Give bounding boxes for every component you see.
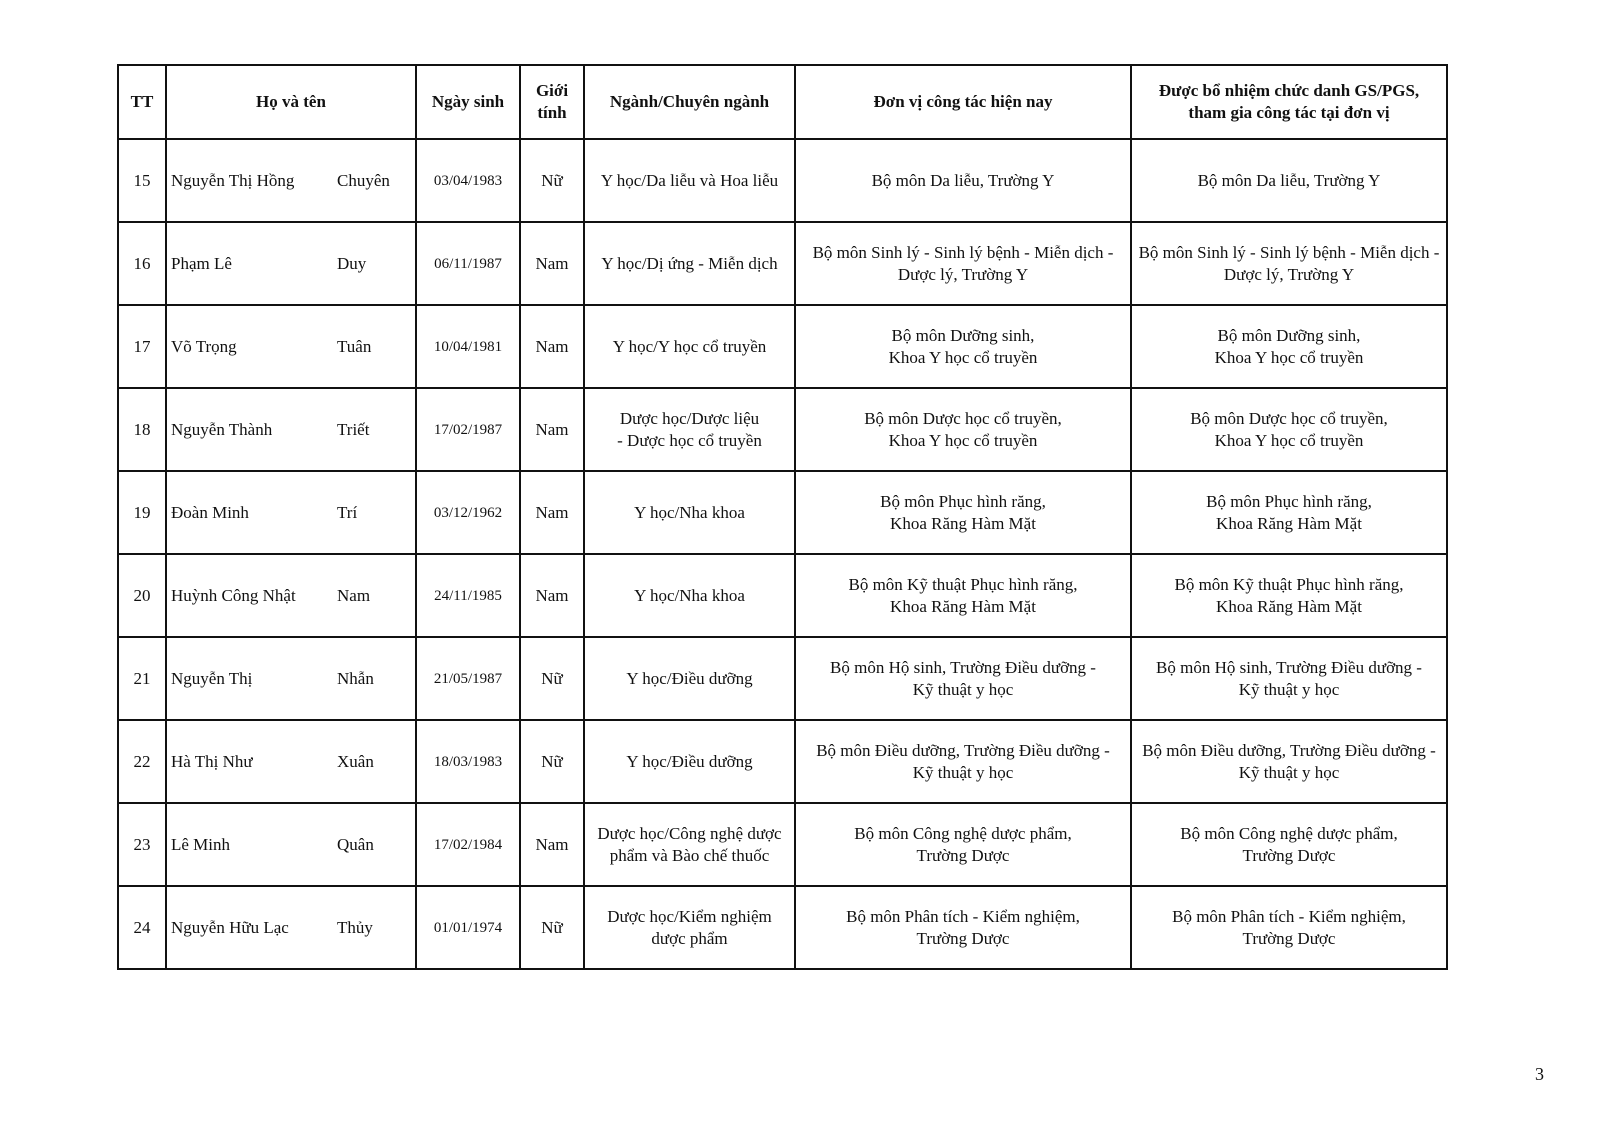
- cell-dob: 01/01/1974: [416, 886, 520, 969]
- cell-appointed: Bộ môn Hộ sinh, Trường Điều dưỡng - Kỹ thuật y học: [1131, 637, 1447, 720]
- cell-unit: Bộ môn Sinh lý - Sinh lý bệnh - Miễn dịch - Dược lý, Trường Y: [795, 222, 1131, 305]
- family-name: Nguyễn Thị Hồng: [171, 170, 295, 190]
- cell-name: [166, 222, 416, 305]
- cell-name: [166, 803, 416, 886]
- cell-dob: 24/11/1985: [416, 554, 520, 637]
- family-name: Hà Thị Như: [171, 751, 253, 771]
- cell-major: Y học/Điều dưỡng: [584, 637, 795, 720]
- cell-dob: 06/11/1987: [416, 222, 520, 305]
- given-name: Xuân: [337, 751, 374, 771]
- family-name: Huỳnh Công Nhật: [171, 585, 296, 605]
- cell-gender: Nữ: [520, 637, 584, 720]
- cell-name: [166, 388, 416, 471]
- cell-name: [166, 305, 416, 388]
- family-name: Nguyễn Thị: [171, 668, 253, 688]
- cell-tt: 19: [118, 471, 166, 554]
- cell-unit: Bộ môn Phân tích - Kiểm nghiệm, Trường Dược: [795, 886, 1131, 969]
- cell-dob: 21/05/1987: [416, 637, 520, 720]
- cell-name: [166, 720, 416, 803]
- cell-appointed: Bộ môn Kỹ thuật Phục hình răng, Khoa Răng Hàm Mặt: [1131, 554, 1447, 637]
- family-name: Nguyễn Thành: [171, 419, 273, 439]
- header-appointed: Được bổ nhiệm chức danh GS/PGS, tham gia công tác tại đơn vị: [1131, 65, 1447, 139]
- table-row: [118, 554, 1447, 637]
- given-name: Triết: [337, 419, 370, 439]
- cell-major: Y học/Da liễu và Hoa liễu: [584, 139, 795, 222]
- cell-name: [166, 886, 416, 969]
- table-row: [118, 803, 1447, 886]
- given-name: Duy: [337, 253, 367, 273]
- cell-gender: Nữ: [520, 886, 584, 969]
- cell-appointed: Bộ môn Sinh lý - Sinh lý bệnh - Miễn dịch - Dược lý, Trường Y: [1131, 222, 1447, 305]
- cell-appointed: Bộ môn Phân tích - Kiểm nghiệm, Trường Dược: [1131, 886, 1447, 969]
- given-name: Nhẫn: [337, 668, 374, 688]
- cell-unit: Bộ môn Da liễu, Trường Y: [795, 139, 1131, 222]
- cell-appointed: Bộ môn Da liễu, Trường Y: [1131, 139, 1447, 222]
- cell-name: [166, 554, 416, 637]
- header-unit: Đơn vị công tác hiện nay: [795, 65, 1131, 139]
- cell-unit: Bộ môn Dưỡng sinh, Khoa Y học cổ truyền: [795, 305, 1131, 388]
- cell-gender: Nam: [520, 554, 584, 637]
- cell-gender: Nam: [520, 471, 584, 554]
- table-row: [118, 637, 1447, 720]
- header-gender: Giới tính: [520, 65, 584, 139]
- family-name: Võ Trọng: [171, 336, 237, 356]
- family-name: Phạm Lê: [171, 253, 232, 273]
- given-name: Chuyên: [337, 170, 390, 190]
- table-row: [118, 720, 1447, 803]
- cell-dob: 17/02/1987: [416, 388, 520, 471]
- cell-tt: 23: [118, 803, 166, 886]
- cell-unit: Bộ môn Hộ sinh, Trường Điều dưỡng - Kỹ thuật y học: [795, 637, 1131, 720]
- cell-unit: Bộ môn Điều dưỡng, Trường Điều dưỡng - Kỹ thuật y học: [795, 720, 1131, 803]
- table-header-row: [118, 65, 1447, 139]
- cell-major: Dược học/Kiểm nghiệm dược phẩm: [584, 886, 795, 969]
- page-number: 3: [1535, 1064, 1544, 1084]
- cell-major: Dược học/Công nghệ dược phẩm và Bào chế thuốc: [584, 803, 795, 886]
- cell-tt: 21: [118, 637, 166, 720]
- cell-dob: 10/04/1981: [416, 305, 520, 388]
- cell-appointed: Bộ môn Dưỡng sinh, Khoa Y học cổ truyền: [1131, 305, 1447, 388]
- cell-gender: Nam: [520, 305, 584, 388]
- cell-appointed: Bộ môn Công nghệ dược phẩm, Trường Dược: [1131, 803, 1447, 886]
- cell-name: [166, 637, 416, 720]
- cell-unit: Bộ môn Công nghệ dược phẩm, Trường Dược: [795, 803, 1131, 886]
- cell-name: [166, 139, 416, 222]
- cell-tt: 20: [118, 554, 166, 637]
- cell-dob: 03/04/1983: [416, 139, 520, 222]
- table-row: [118, 222, 1447, 305]
- header-name: Họ và tên: [166, 65, 416, 139]
- table-row: [118, 388, 1447, 471]
- family-name: Đoàn Minh: [171, 502, 249, 522]
- header-major: Ngành/Chuyên ngành: [584, 65, 795, 139]
- cell-gender: Nam: [520, 803, 584, 886]
- family-name: Lê Minh: [171, 834, 231, 854]
- cell-major: Y học/Nha khoa: [584, 554, 795, 637]
- cell-tt: 24: [118, 886, 166, 969]
- cell-appointed: Bộ môn Dược học cổ truyền, Khoa Y học cổ truyền: [1131, 388, 1447, 471]
- table-row: [118, 471, 1447, 554]
- staff-table: [117, 64, 1448, 970]
- given-name: Nam: [337, 585, 371, 605]
- cell-unit: Bộ môn Phục hình răng, Khoa Răng Hàm Mặt: [795, 471, 1131, 554]
- given-name: Tuân: [337, 336, 372, 356]
- header-tt: TT: [118, 65, 166, 139]
- cell-gender: Nam: [520, 222, 584, 305]
- cell-tt: 16: [118, 222, 166, 305]
- cell-tt: 22: [118, 720, 166, 803]
- cell-tt: 15: [118, 139, 166, 222]
- cell-dob: 03/12/1962: [416, 471, 520, 554]
- given-name: Thủy: [337, 917, 373, 937]
- cell-gender: Nam: [520, 388, 584, 471]
- cell-unit: Bộ môn Kỹ thuật Phục hình răng, Khoa Răng Hàm Mặt: [795, 554, 1131, 637]
- cell-unit: Bộ môn Dược học cổ truyền, Khoa Y học cổ truyền: [795, 388, 1131, 471]
- cell-dob: 18/03/1983: [416, 720, 520, 803]
- given-name: Trí: [337, 502, 358, 522]
- cell-tt: 17: [118, 305, 166, 388]
- cell-gender: Nữ: [520, 720, 584, 803]
- cell-major: Y học/Dị ứng - Miễn dịch: [584, 222, 795, 305]
- cell-major: Dược học/Dược liệu - Dược học cổ truyền: [584, 388, 795, 471]
- header-dob: Ngày sinh: [416, 65, 520, 139]
- cell-name: [166, 471, 416, 554]
- cell-major: Y học/Y học cổ truyền: [584, 305, 795, 388]
- cell-dob: 17/02/1984: [416, 803, 520, 886]
- table-row: [118, 886, 1447, 969]
- table-row: [118, 305, 1447, 388]
- cell-major: Y học/Điều dưỡng: [584, 720, 795, 803]
- cell-gender: Nữ: [520, 139, 584, 222]
- cell-appointed: Bộ môn Phục hình răng, Khoa Răng Hàm Mặt: [1131, 471, 1447, 554]
- cell-major: Y học/Nha khoa: [584, 471, 795, 554]
- cell-tt: 18: [118, 388, 166, 471]
- table-row: [118, 139, 1447, 222]
- family-name: Nguyễn Hữu Lạc: [171, 917, 289, 937]
- given-name: Quân: [337, 834, 374, 854]
- cell-appointed: Bộ môn Điều dưỡng, Trường Điều dưỡng - Kỹ thuật y học: [1131, 720, 1447, 803]
